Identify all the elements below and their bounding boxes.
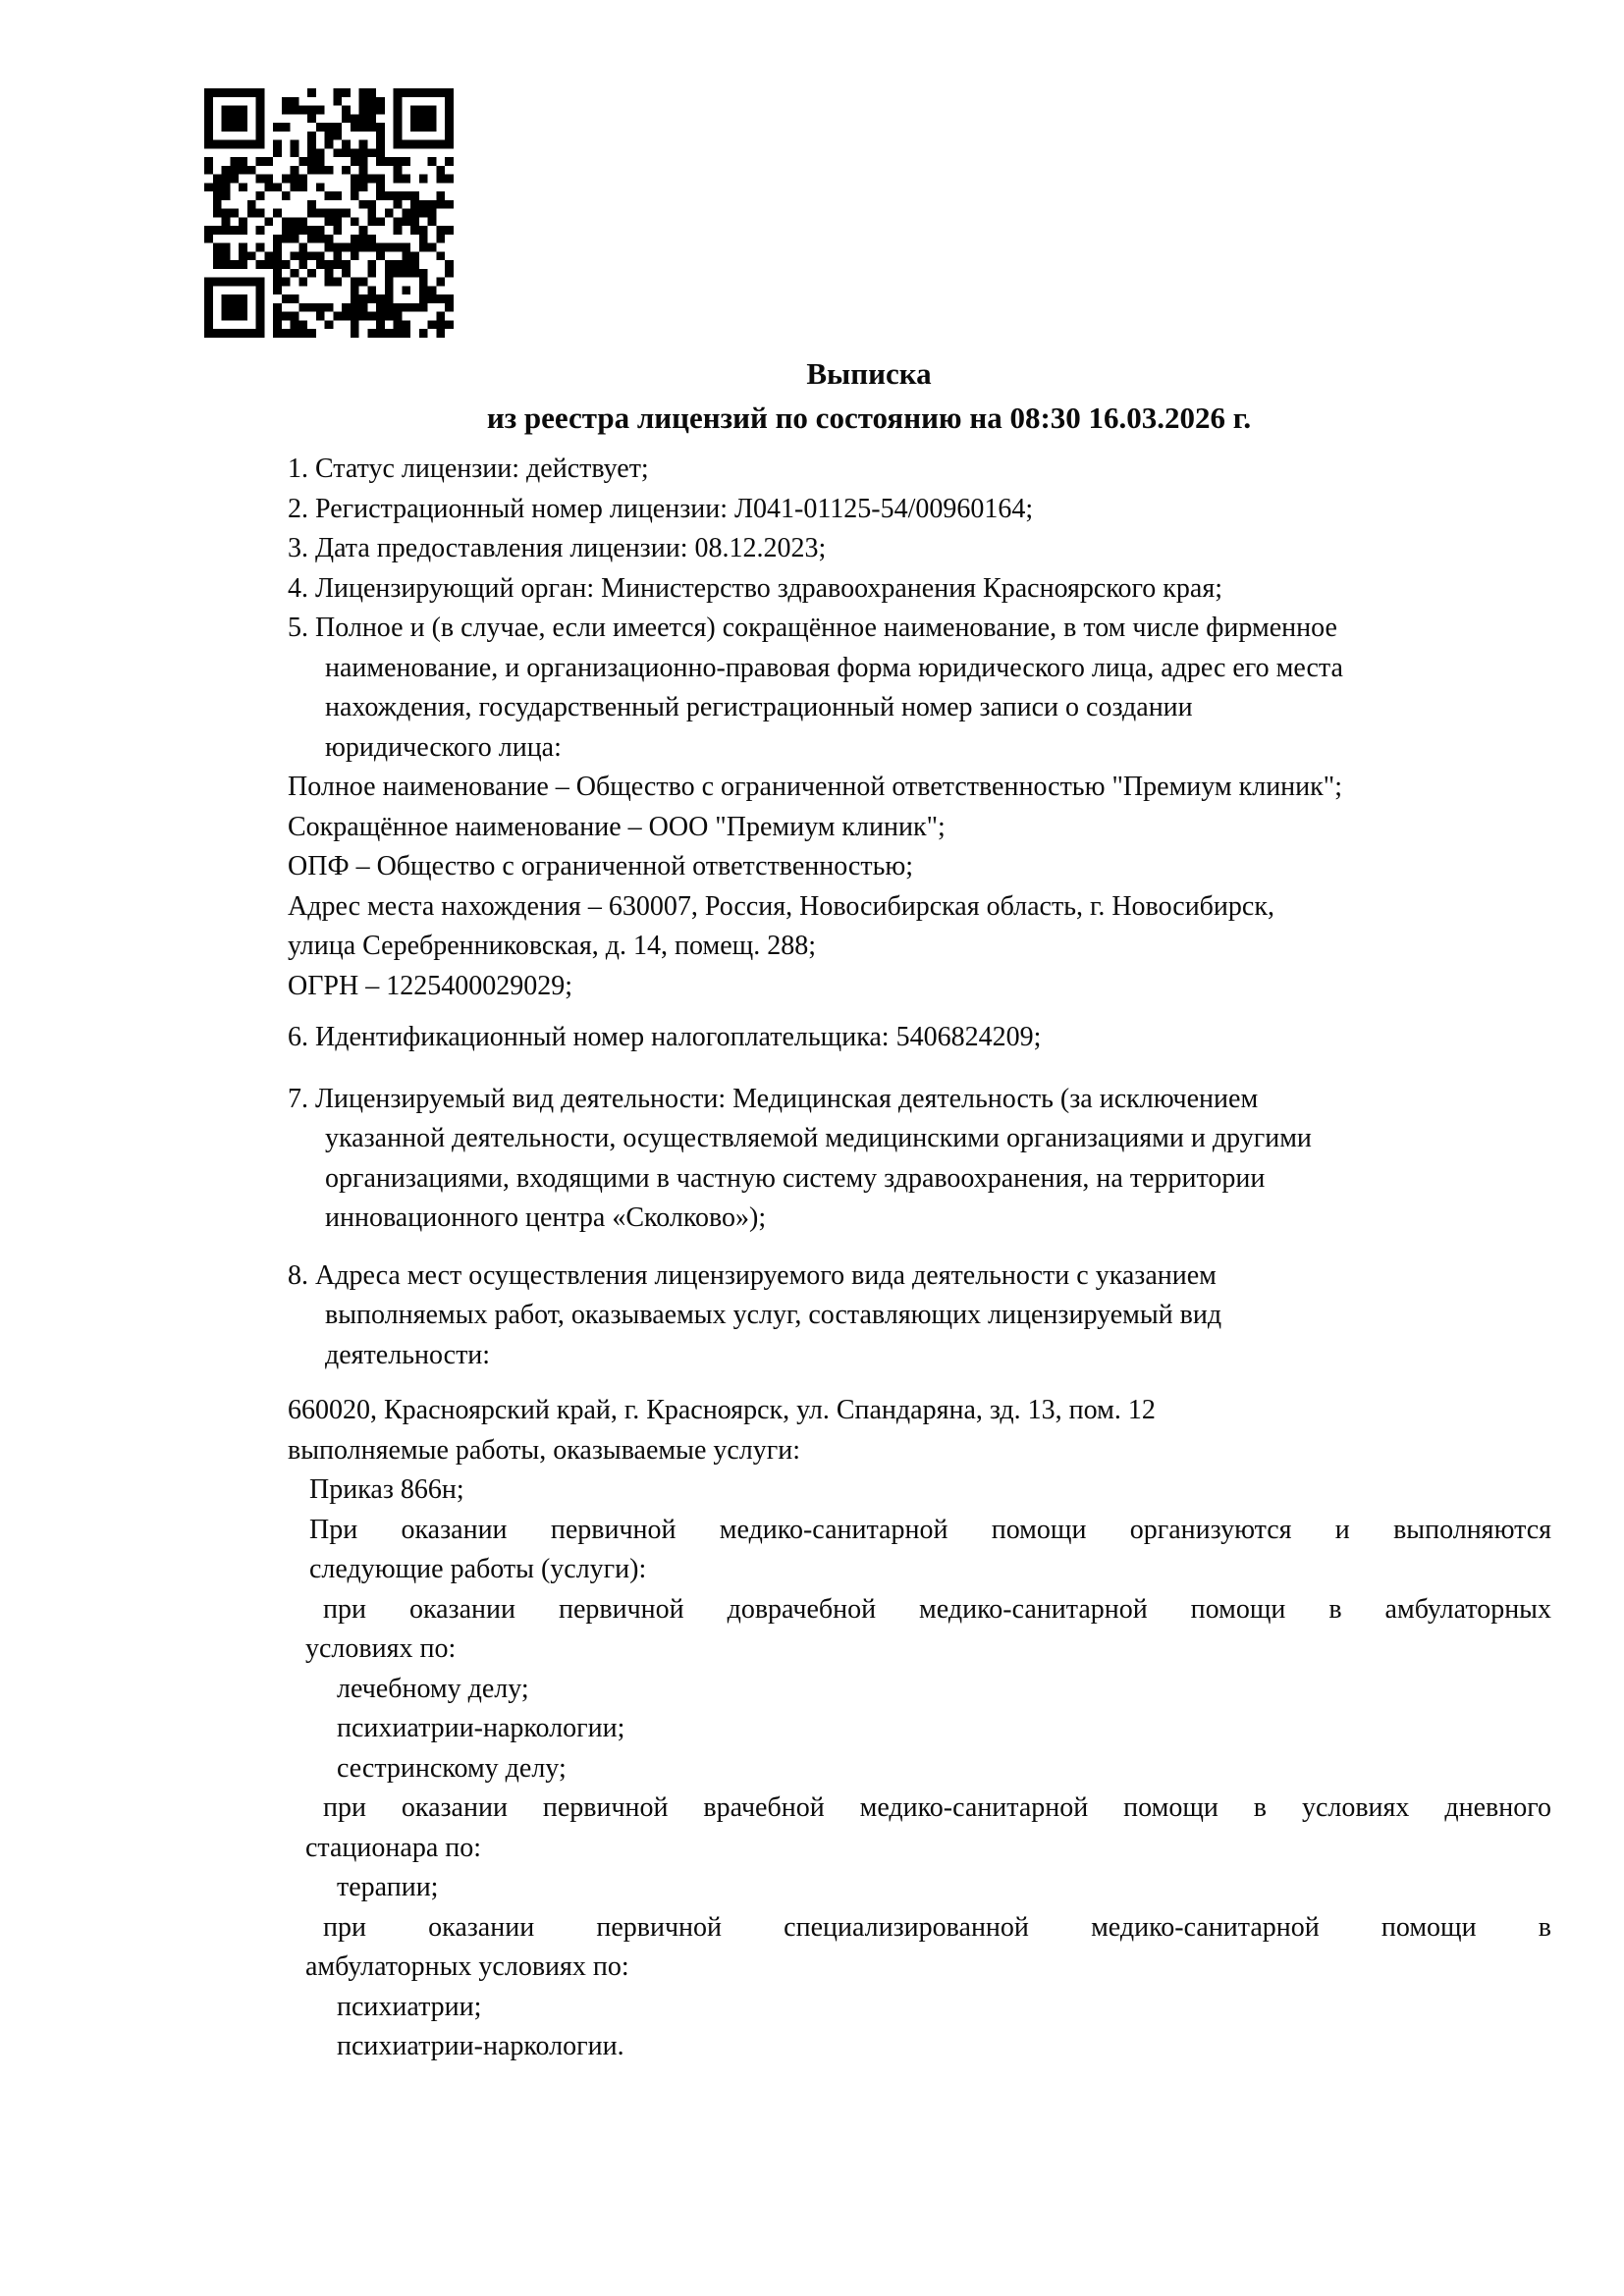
- document-line: лечебному делу;: [337, 1673, 529, 1704]
- document-line: при оказании первичной специализированной медико-санитарной помощи в: [323, 1911, 1551, 1943]
- document-title: Выписка: [806, 356, 932, 391]
- document-line: амбулаторных условиях по:: [305, 1951, 629, 1982]
- document-line: деятельности:: [325, 1339, 491, 1370]
- document-line: психиатрии;: [337, 1991, 482, 2022]
- document-line: условиях по:: [305, 1633, 457, 1664]
- document-line: Адрес места нахождения – 630007, Россия, Новосибирская область, г. Новосибирск,: [288, 890, 1274, 922]
- document-line: ОПФ – Общество с ограниченной ответственностью;: [288, 851, 914, 881]
- document-line: 1. Статус лицензии: действует;: [288, 454, 649, 484]
- document-line: выполняемых работ, оказываемых услуг, составляющих лицензируемый вид: [325, 1300, 1222, 1330]
- document-line: 5. Полное и (в случае, если имеется) сокращённое наименование, в том числе фирменное: [288, 613, 1337, 643]
- document-line: терапии;: [337, 1872, 439, 1902]
- document-line: Полное наименование – Общество с ограниченной ответственностью "Премиум клиник";: [288, 772, 1342, 802]
- document-line: При оказании первичной медико-санитарной помощи организуются и выполняются: [309, 1514, 1551, 1545]
- document-line: улица Серебренниковская, д. 14, помещ. 288;: [288, 931, 816, 961]
- document-line: 8. Адреса мест осуществления лицензируемого вида деятельности с указанием: [288, 1259, 1217, 1291]
- document-line: психиатрии-наркологии;: [337, 1713, 625, 1743]
- document-line: следующие работы (услуги):: [309, 1554, 647, 1584]
- qr-code: [204, 88, 454, 338]
- document-line: психиатрии-наркологии.: [337, 2031, 624, 2061]
- document-line: указанной деятельности, осуществляемой медицинскими организациями и другими: [325, 1123, 1312, 1153]
- document-line: стационара по:: [305, 1832, 482, 1863]
- document-line: Сокращённое наименование – ООО "Премиум клиник";: [288, 811, 946, 842]
- document-line: 7. Лицензируемый вид деятельности: Медицинская деятельность (за исключением: [288, 1083, 1259, 1114]
- document-line: юридического лица:: [325, 731, 562, 763]
- document-line: Приказ 866н;: [309, 1474, 464, 1505]
- document-line: при оказании первичной доврачебной медико-санитарной помощи в амбулаторных: [323, 1593, 1551, 1625]
- document-line: ОГРН – 1225400029029;: [288, 970, 572, 1001]
- document-line: 2. Регистрационный номер лицензии: Л041-01125-54/00960164;: [288, 493, 1034, 524]
- document-line: наименование, и организационно-правовая форма юридического лица, адрес его места: [325, 652, 1343, 683]
- document-line: инновационного центра «Сколково»);: [325, 1202, 767, 1233]
- document-line: организациями, входящими в частную систему здравоохранения, на территории: [325, 1162, 1266, 1194]
- document-line: нахождения, государственный регистрационный номер записи о создании: [325, 692, 1193, 722]
- document-line: выполняемые работы, оказываемые услуги:: [288, 1434, 801, 1466]
- document-line: 4. Лицензирующий орган: Министерство здравоохранения Красноярского края;: [288, 572, 1222, 604]
- document-line: 6. Идентификационный номер налогоплательщика: 5406824209;: [288, 1022, 1042, 1052]
- document-body: [288, 450, 1551, 2067]
- document-line: сестринскому делу;: [337, 1752, 567, 1784]
- document-title-block: [187, 351, 1551, 440]
- document-line: при оказании первичной врачебной медико-санитарной помощи в условиях дневного: [323, 1792, 1551, 1823]
- document-line: 3. Дата предоставления лицензии: 08.12.2023;: [288, 533, 827, 563]
- document-subtitle: из реестра лицензий по состоянию на 08:30 16.03.2026 г.: [486, 400, 1252, 435]
- document-line: 660020, Красноярский край, г. Красноярск, ул. Спандаряна, зд. 13, пом. 12: [288, 1395, 1156, 1425]
